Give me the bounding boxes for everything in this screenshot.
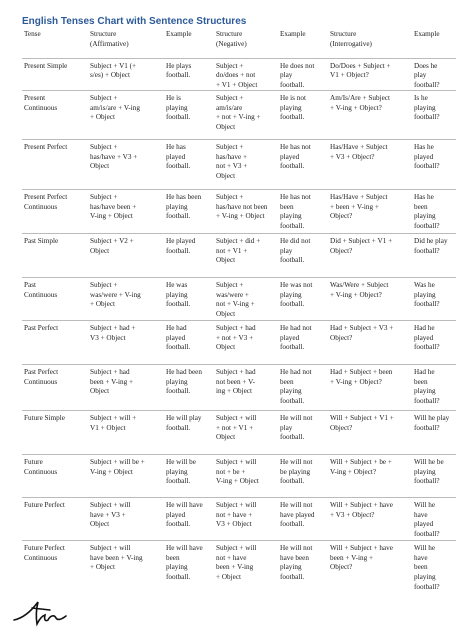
cell-tense: Past Continuous (22, 278, 88, 321)
cell-structure-interrogative: Will + Subject + have been + V-ing + Object? (328, 541, 412, 592)
cell-structure-affirmative: Subject + will + V1 + Object (88, 411, 164, 455)
cell-example-negative: He did not play football. (278, 234, 328, 278)
header-tense: Tense (24, 30, 41, 38)
cell-tense: Future Continuous (22, 455, 88, 498)
cell-tense: Present Perfect Continuous (22, 190, 88, 234)
cell-structure-affirmative: Subject + had been + V-ing + Object (88, 365, 164, 411)
cell-structure-negative: Subject + had not been + V- ing + Object (214, 365, 278, 411)
cell-example-negative: He will not be playing football. (278, 455, 328, 498)
table-row (22, 58, 456, 91)
cell-example-interrogative: Did he play football? (412, 234, 456, 278)
cell-example-affirmative: He has played football. (164, 140, 214, 190)
cell-structure-negative: Subject + will not + have + V3 + Object (214, 498, 278, 541)
header-row (22, 30, 456, 58)
cell-example-affirmative: He will play football. (164, 411, 214, 455)
cell-tense: Future Simple (22, 411, 88, 455)
cell-example-affirmative: He plays football. (164, 58, 214, 91)
cell-structure-interrogative: Will + Subject + V1 + Object? (328, 411, 412, 455)
cell-example-interrogative: Has he played football? (412, 140, 456, 190)
chart-title: English Tenses Chart with Sentence Structures (22, 16, 247, 27)
cell-example-negative: He had not been playing football. (278, 365, 328, 411)
cell-example-negative: He has not been playing football. (278, 190, 328, 234)
cell-structure-interrogative: Did + Subject + V1 + Object? (328, 234, 412, 278)
cell-example-negative: He will not play football. (278, 411, 328, 455)
cell-structure-negative: Subject + will + not + V1 + Object (214, 411, 278, 455)
cell-structure-negative: Subject + am/is/are + not + V-ing + Object (214, 91, 278, 140)
header-example-interrogative: Example (414, 30, 440, 38)
cell-structure-affirmative: Subject + had + V3 + Object (88, 321, 164, 365)
table-row (22, 455, 456, 498)
cell-example-negative: He is not playing football. (278, 91, 328, 140)
cell-tense: Present Simple (22, 58, 88, 91)
cell-example-interrogative: Does he play football? (412, 58, 456, 91)
cell-example-affirmative: He was playing football. (164, 278, 214, 321)
cell-structure-affirmative: Subject + V1 (+ s/es) + Object (88, 58, 164, 91)
cell-structure-interrogative: Am/Is/Are + Subject + V-ing + Object? (328, 91, 412, 140)
cell-example-interrogative: Will he have played football? (412, 498, 456, 541)
table-row (22, 234, 456, 278)
cell-structure-negative: Subject + will not + have been + V-ing + Object (214, 541, 278, 592)
table-row (22, 140, 456, 190)
cell-structure-affirmative: Subject + will be + V-ing + Object (88, 455, 164, 498)
cell-example-interrogative: Will he be playing football? (412, 455, 456, 498)
cell-tense: Past Simple (22, 234, 88, 278)
cell-example-affirmative: He had played football. (164, 321, 214, 365)
table-row (22, 91, 456, 140)
cell-example-affirmative: He had been playing football. (164, 365, 214, 411)
cell-structure-affirmative: Subject + has/have + V3 + Object (88, 140, 164, 190)
header-example-negative: Example (280, 30, 306, 38)
cell-example-affirmative: He will have been playing football. (164, 541, 214, 592)
cell-example-negative: He had not played football. (278, 321, 328, 365)
cell-example-negative: He will not have been playing football. (278, 541, 328, 592)
cell-structure-negative: Subject + has/have + not + V3 + Object (214, 140, 278, 190)
tenses-table (22, 30, 456, 592)
header-structure-negative: Structure (Negative) (216, 30, 247, 48)
table-row (22, 411, 456, 455)
cell-example-affirmative: He is playing football. (164, 91, 214, 140)
cell-structure-interrogative: Has/Have + Subject + been + V-ing + Object? (328, 190, 412, 234)
cell-example-affirmative: He has been playing football. (164, 190, 214, 234)
cell-example-affirmative: He will have played football. (164, 498, 214, 541)
cell-example-negative: He will not have played football. (278, 498, 328, 541)
table-row (22, 365, 456, 411)
cell-example-affirmative: He will be playing football. (164, 455, 214, 498)
cell-example-interrogative: Has he been playing football? (412, 190, 456, 234)
cell-example-negative: He does not play football. (278, 58, 328, 91)
header-structure-interrogative: Structure (Interrogative) (330, 30, 372, 48)
cell-structure-interrogative: Will + Subject + have + V3 + Object? (328, 498, 412, 541)
cell-example-interrogative: Was he playing football? (412, 278, 456, 321)
cell-structure-negative: Subject + had + not + V3 + Object (214, 321, 278, 365)
cell-structure-negative: Subject + do/does + not + V1 + Object (214, 58, 278, 91)
table-row (22, 190, 456, 234)
cell-example-affirmative: He played football. (164, 234, 214, 278)
cell-structure-negative: Subject + will not + be + V-ing + Object (214, 455, 278, 498)
cell-structure-negative: Subject + did + not + V1 + Object (214, 234, 278, 278)
table-row (22, 321, 456, 365)
cell-structure-negative: Subject + has/have not been + V-ing + Object (214, 190, 278, 234)
cell-structure-interrogative: Do/Does + Subject + V1 + Object? (328, 58, 412, 91)
table-row (22, 278, 456, 321)
cell-structure-affirmative: Subject + am/is/are + V-ing + Object (88, 91, 164, 140)
cell-tense: Future Perfect Continuous (22, 541, 88, 592)
cell-structure-interrogative: Has/Have + Subject + V3 + Object? (328, 140, 412, 190)
cell-structure-interrogative: Had + Subject + been + V-ing + Object? (328, 365, 412, 411)
cell-structure-affirmative: Subject + V2 + Object (88, 234, 164, 278)
handwritten-signature (10, 596, 80, 630)
cell-structure-affirmative: Subject + has/have been + V-ing + Object (88, 190, 164, 234)
cell-structure-interrogative: Was/Were + Subject + V-ing + Object? (328, 278, 412, 321)
header-example-affirmative: Example (166, 30, 192, 38)
cell-example-interrogative: Had he been playing football? (412, 365, 456, 411)
cell-structure-affirmative: Subject + was/were + V-ing + Object (88, 278, 164, 321)
cell-example-interrogative: Is he playing football? (412, 91, 456, 140)
cell-tense: Past Perfect (22, 321, 88, 365)
cell-example-interrogative: Had he played football? (412, 321, 456, 365)
cell-tense: Past Perfect Continuous (22, 365, 88, 411)
cell-tense: Future Perfect (22, 498, 88, 541)
cell-structure-interrogative: Had + Subject + V3 + Object? (328, 321, 412, 365)
cell-example-interrogative: Will he have been playing football? (412, 541, 456, 592)
cell-tense: Present Perfect (22, 140, 88, 190)
table-row (22, 541, 456, 592)
cell-example-negative: He has not played football. (278, 140, 328, 190)
header-structure-affirmative: Structure (Affirmative) (90, 30, 129, 48)
cell-structure-affirmative: Subject + will have been + V-ing + Object (88, 541, 164, 592)
cell-structure-affirmative: Subject + will have + V3 + Object (88, 498, 164, 541)
cell-example-interrogative: Will he play football? (412, 411, 456, 455)
cell-tense: Present Continuous (22, 91, 88, 140)
cell-structure-negative: Subject + was/were + not + V-ing + Object (214, 278, 278, 321)
cell-structure-interrogative: Will + Subject + be + V-ing + Object? (328, 455, 412, 498)
table-row (22, 498, 456, 541)
cell-example-negative: He was not playing football. (278, 278, 328, 321)
